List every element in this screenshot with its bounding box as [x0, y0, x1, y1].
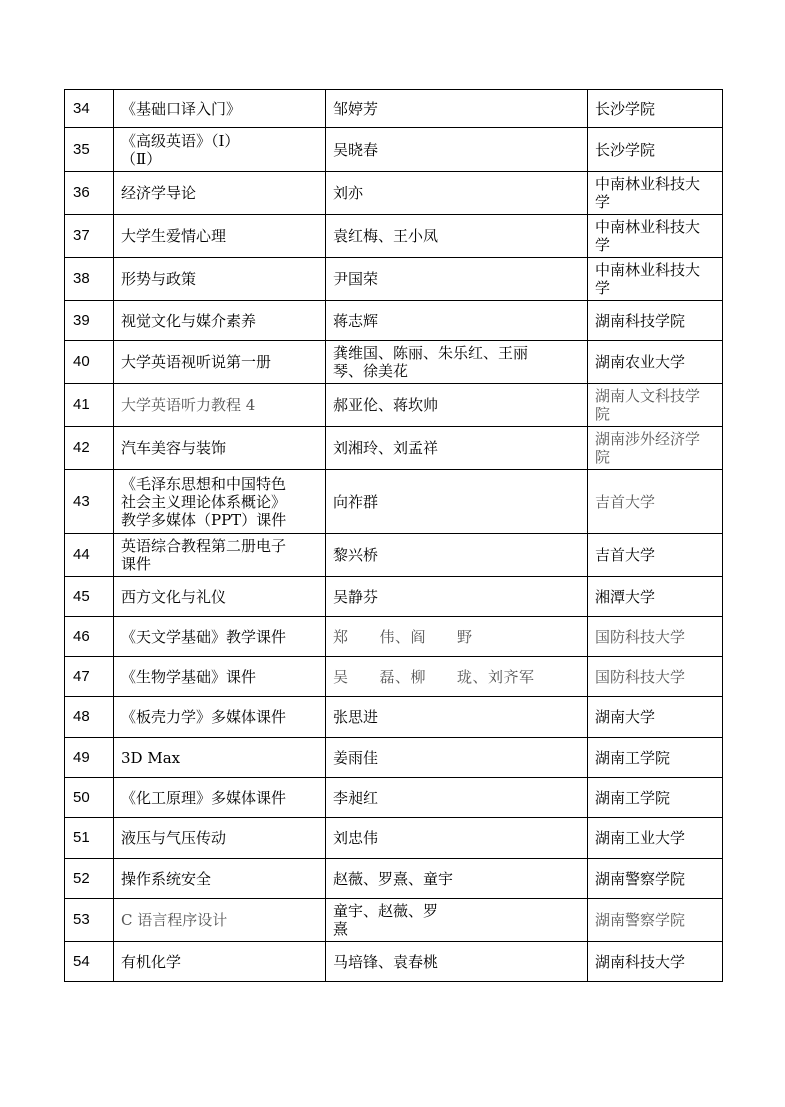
course-title-cell: 液压与气压传动 — [114, 818, 326, 859]
course-title-cell: 西方文化与礼仪 — [114, 577, 326, 617]
table-row — [65, 384, 723, 427]
course-title-cell: C 语言程序设计 — [114, 899, 326, 942]
school-cell: 湖南人文科技学 院 — [588, 384, 723, 427]
school-cell: 国防科技大学 — [588, 617, 723, 657]
course-title-cell: 《毛泽东思想和中国特色 社会主义理论体系概论》 教学多媒体（PPT）课件 — [114, 470, 326, 534]
table-row — [65, 657, 723, 697]
school-cell: 湖南警察学院 — [588, 899, 723, 942]
school-cell: 国防科技大学 — [588, 657, 723, 697]
school-cell: 长沙学院 — [588, 128, 723, 172]
author-cell: 吴静芬 — [326, 577, 588, 617]
row-number-cell: 46 — [65, 617, 114, 657]
author-cell: 黎兴桥 — [326, 534, 588, 577]
author-cell: 龚维国、陈丽、朱乐红、王丽 琴、徐美花 — [326, 341, 588, 384]
course-title-cell: 大学英语视听说第一册 — [114, 341, 326, 384]
course-title-cell: 《高级英语》（Ⅰ） （Ⅱ） — [114, 128, 326, 172]
table-row — [65, 859, 723, 899]
course-title-cell: 大学英语听力教程 4 — [114, 384, 326, 427]
school-cell: 湖南涉外经济学 院 — [588, 427, 723, 470]
school-cell: 吉首大学 — [588, 470, 723, 534]
table-row — [65, 341, 723, 384]
table-row — [65, 301, 723, 341]
table-row — [65, 470, 723, 534]
row-number-cell: 47 — [65, 657, 114, 697]
school-cell: 长沙学院 — [588, 90, 723, 128]
author-cell: 姜雨佳 — [326, 738, 588, 778]
table-row — [65, 427, 723, 470]
row-number-cell: 44 — [65, 534, 114, 577]
table-body — [65, 90, 723, 982]
course-title-cell: 视觉文化与媒介素养 — [114, 301, 326, 341]
author-cell: 刘湘玲、刘孟祥 — [326, 427, 588, 470]
author-cell: 李昶红 — [326, 778, 588, 818]
row-number-cell: 39 — [65, 301, 114, 341]
row-number-cell: 48 — [65, 697, 114, 738]
table-row — [65, 899, 723, 942]
author-cell: 蒋志辉 — [326, 301, 588, 341]
course-title-cell: 《化工原理》多媒体课件 — [114, 778, 326, 818]
course-title-cell: 《板壳力学》多媒体课件 — [114, 697, 326, 738]
table-row — [65, 617, 723, 657]
author-cell: 赵薇、罗熹、童宇 — [326, 859, 588, 899]
table-row — [65, 577, 723, 617]
course-title-cell: 《天文学基础》教学课件 — [114, 617, 326, 657]
table-row — [65, 738, 723, 778]
school-cell: 湖南警察学院 — [588, 859, 723, 899]
course-title-cell: 形势与政策 — [114, 258, 326, 301]
row-number-cell: 36 — [65, 172, 114, 215]
table-row — [65, 778, 723, 818]
author-cell: 刘亦 — [326, 172, 588, 215]
row-number-cell: 45 — [65, 577, 114, 617]
row-number-cell: 54 — [65, 942, 114, 982]
school-cell: 湖南大学 — [588, 697, 723, 738]
course-title-cell: 经济学导论 — [114, 172, 326, 215]
author-cell: 邹婷芳 — [326, 90, 588, 128]
row-number-cell: 35 — [65, 128, 114, 172]
course-title-cell: 3D Max — [114, 738, 326, 778]
course-title-cell: 《基础口译入门》 — [114, 90, 326, 128]
row-number-cell: 53 — [65, 899, 114, 942]
row-number-cell: 42 — [65, 427, 114, 470]
table-row — [65, 818, 723, 859]
author-cell: 吴 磊、柳 珑、刘齐军 — [326, 657, 588, 697]
table-row — [65, 128, 723, 172]
school-cell: 湖南工业大学 — [588, 818, 723, 859]
course-title-cell: 《生物学基础》课件 — [114, 657, 326, 697]
row-number-cell: 40 — [65, 341, 114, 384]
school-cell: 吉首大学 — [588, 534, 723, 577]
author-cell: 尹国荣 — [326, 258, 588, 301]
school-cell: 湖南农业大学 — [588, 341, 723, 384]
author-cell: 张思进 — [326, 697, 588, 738]
row-number-cell: 50 — [65, 778, 114, 818]
courseware-table — [64, 89, 723, 982]
school-cell: 湖南科技大学 — [588, 942, 723, 982]
author-cell: 郝亚伦、蒋坎帅 — [326, 384, 588, 427]
row-number-cell: 34 — [65, 90, 114, 128]
table-row — [65, 942, 723, 982]
school-cell: 中南林业科技大 学 — [588, 172, 723, 215]
table-row — [65, 215, 723, 258]
table-row — [65, 534, 723, 577]
row-number-cell: 51 — [65, 818, 114, 859]
row-number-cell: 41 — [65, 384, 114, 427]
table-row — [65, 172, 723, 215]
school-cell: 中南林业科技大 学 — [588, 258, 723, 301]
school-cell: 湖南科技学院 — [588, 301, 723, 341]
row-number-cell: 37 — [65, 215, 114, 258]
author-cell: 童宇、赵薇、罗 熹 — [326, 899, 588, 942]
school-cell: 湘潭大学 — [588, 577, 723, 617]
author-cell: 向祚群 — [326, 470, 588, 534]
school-cell: 中南林业科技大 学 — [588, 215, 723, 258]
author-cell: 郑 伟、阎 野 — [326, 617, 588, 657]
author-cell: 袁红梅、王小凤 — [326, 215, 588, 258]
school-cell: 湖南工学院 — [588, 738, 723, 778]
course-title-cell: 英语综合教程第二册电子 课件 — [114, 534, 326, 577]
course-title-cell: 汽车美容与装饰 — [114, 427, 326, 470]
row-number-cell: 49 — [65, 738, 114, 778]
course-title-cell: 操作系统安全 — [114, 859, 326, 899]
table-row — [65, 697, 723, 738]
author-cell: 刘忠伟 — [326, 818, 588, 859]
author-cell: 马培锋、袁春桃 — [326, 942, 588, 982]
row-number-cell: 38 — [65, 258, 114, 301]
table-row — [65, 258, 723, 301]
course-title-cell: 有机化学 — [114, 942, 326, 982]
row-number-cell: 43 — [65, 470, 114, 534]
author-cell: 吴晓春 — [326, 128, 588, 172]
course-title-cell: 大学生爱情心理 — [114, 215, 326, 258]
table-row — [65, 90, 723, 128]
row-number-cell: 52 — [65, 859, 114, 899]
school-cell: 湖南工学院 — [588, 778, 723, 818]
